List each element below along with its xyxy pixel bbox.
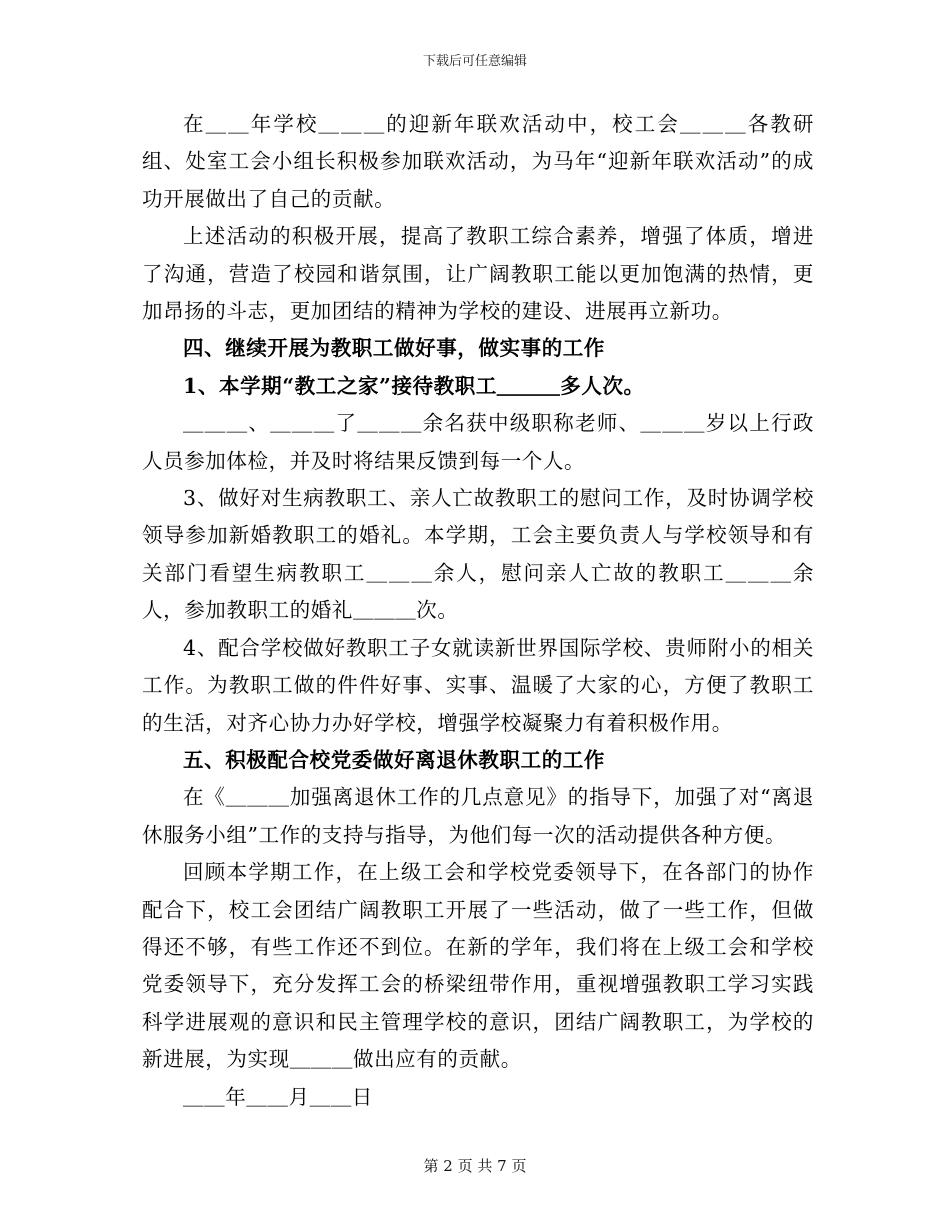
paragraph-children-schooling: 4、配合学校做好教职工子女就读新世界国际学校、贵师附小的相关工作。为教职工做的件件好事、实事、温暖了大家的心，方便了教职工的生活，对齐心协力办好学校，增强学校凝聚力有着积极作用。: [142, 635, 814, 735]
paragraph-condolence: 3、做好对生病教职工、亲人亡故教职工的慰问工作，及时协调学校领导参加新婚教职工的婚礼。本学期，工会主要负责人与学校领导和有关部门看望生病教职工＿＿＿余人，慰问亲人亡故的教职工＿＿＿余人，参加教职工的婚礼＿＿＿次。: [142, 486, 814, 623]
subheading-staff-home: 1、本学期“教工之家”接待教职工＿＿＿多人次。: [183, 373, 645, 398]
paragraph-retirees: 在《＿＿＿加强离退休工作的几点意见》的指导下，加强了对“离退休服务小组”工作的支持与指导，为他们每一次的活动提供各种方便。: [142, 785, 814, 847]
paragraph-new-year-party: 在＿＿年学校＿＿＿的迎新年联欢活动中，校工会＿＿＿各教研组、处室工会小组长积极参加联欢活动，为马年“迎新年联欢活动”的成功开展做出了自己的贡献。: [142, 112, 814, 211]
section-heading-5: 五、积极配合校党委做好离退休教职工的工作: [183, 747, 605, 772]
document-body: [142, 106, 814, 1116]
paragraph-health-check: ＿＿＿、＿＿＿了＿＿＿余名获中级职称老师、＿＿＿岁以上行政人员参加体检，并及时将结果反馈到每一个人。: [142, 411, 814, 473]
section-heading-4: 四、继续开展为教职工做好事，做实事的工作: [183, 336, 605, 361]
date-line: ＿＿年＿＿月＿＿日: [183, 1084, 373, 1109]
paragraph-review: 回顾本学期工作，在上级工会和学校党委领导下，在各部门的协作配合下，校工会团结广阔教职工开展了一些活动，做了一些工作，但做得还不够，有些工作还不到位。在新的学年，我们将在上级工会和学校党委领导下，充分发挥工会的桥梁纽带作用，重视增强教职工学习实践科学进展观的意识和民主管理学校的意识，团结广阔教职工，为学校的新进展，为实现＿＿＿做出应有的贡献。: [142, 860, 814, 1072]
paragraph-activity-summary: 上述活动的积极开展，提高了教职工综合素养，增强了体质，增进了沟通，营造了校园和谐氛围，让广阔教职工能以更加饱满的热情，更加昂扬的斗志，更加团结的精神为学校的建设、进展再立新功。: [142, 224, 814, 324]
page-number: 第 2 页 共 7 页: [423, 1157, 527, 1175]
page-header-note: 下载后可任意编辑: [422, 54, 527, 69]
